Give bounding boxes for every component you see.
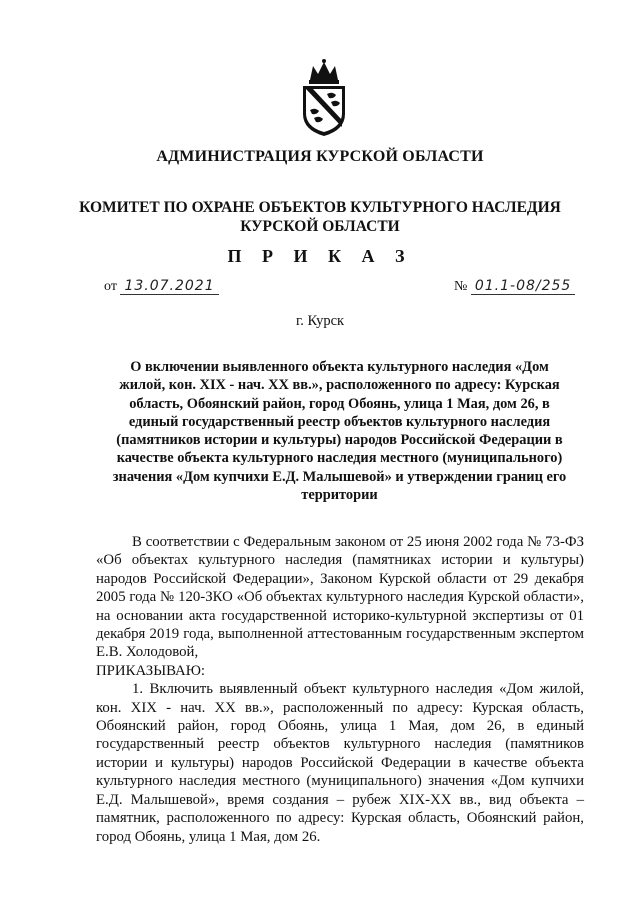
subject-line: область, Обоянский район, город Обоянь, улица 1 Мая, дом 26, в	[129, 395, 550, 412]
committee-title-line2: КУРСКОЙ ОБЛАСТИ	[240, 218, 400, 235]
committee-title	[0, 198, 640, 236]
document-type: П Р И К А З	[227, 246, 413, 266]
subject-line: территории	[301, 487, 378, 504]
number-prefix: №	[454, 279, 468, 294]
administration-title: АДМИНИСТРАЦИЯ КУРСКОЙ ОБЛАСТИ	[156, 148, 484, 165]
subject-line: жилой, кон. XIX - нач. XX вв.», расположенного по адресу: Курская	[119, 377, 560, 394]
subject-line: единый государственный реестр объектов культурного наследия	[128, 413, 551, 430]
number-value: 01.1-08/255	[471, 278, 575, 295]
subject-line: значения «Дом купчихи Е.Д. Малышевой» и утверждении границ его	[112, 468, 567, 485]
item-1-paragraph: 1. Включить выявленный объект культурного наследия «Дом жилой, кон. XIX - нач. XX вв.», расположенный по адресу: Курская область, Обоянский район, город Обоянь, улица 1 Мая, дом 26, в единый государственный реестр объектов культурного наследия (памятников истории и культуры) народов Российской Федерации в качестве объекта культурного наследия местного (муниципального) значения «Дом купчихи Е.Д. Малышевой», время создания – рубеж XIX-XX вв., вид объекта – памятник, расположенного по адресу: Курская область, Обоянский район, город Обоянь, улица 1 Мая, дом 26.	[96, 681, 584, 845]
date-prefix: от	[104, 279, 117, 294]
order-word: ПРИКАЗЫВАЮ:	[96, 662, 206, 679]
subject-line: О включении выявленного объекта культурного наследия «Дом	[130, 359, 549, 375]
order-subject	[92, 358, 587, 504]
date-field	[104, 278, 219, 295]
kursk-coat-of-arms-icon	[297, 58, 351, 138]
city: г. Курск	[295, 313, 345, 329]
number-field	[454, 278, 575, 295]
order-body	[96, 533, 584, 846]
subject-line: качестве объекта культурного наследия местного (муниципального)	[116, 450, 563, 467]
committee-title-line1: КОМИТЕТ ПО ОХРАНЕ ОБЪЕКТОВ КУЛЬТУРНОГО НАСЛЕДИЯ	[79, 199, 561, 216]
preamble-paragraph: В соответствии с Федеральным законом от 25 июня 2002 года № 73-ФЗ «Об объектах культурного наследия (памятниках истории и культуры) народов Российской Федерации», Законом Курской области от 29 декабря 2005 года № 120-ЗКО «Об объектах культурного наследия Курской области», на основании акта государственной историко-культурной экспертизы от 01 декабря 2019 года, выполненной аттестованным государственным экспертом Е.В. Холодовой,	[96, 534, 584, 661]
subject-line: (памятников истории и культуры) народов Российской Федерации в	[116, 432, 563, 449]
date-value: 13.07.2021	[120, 278, 218, 295]
